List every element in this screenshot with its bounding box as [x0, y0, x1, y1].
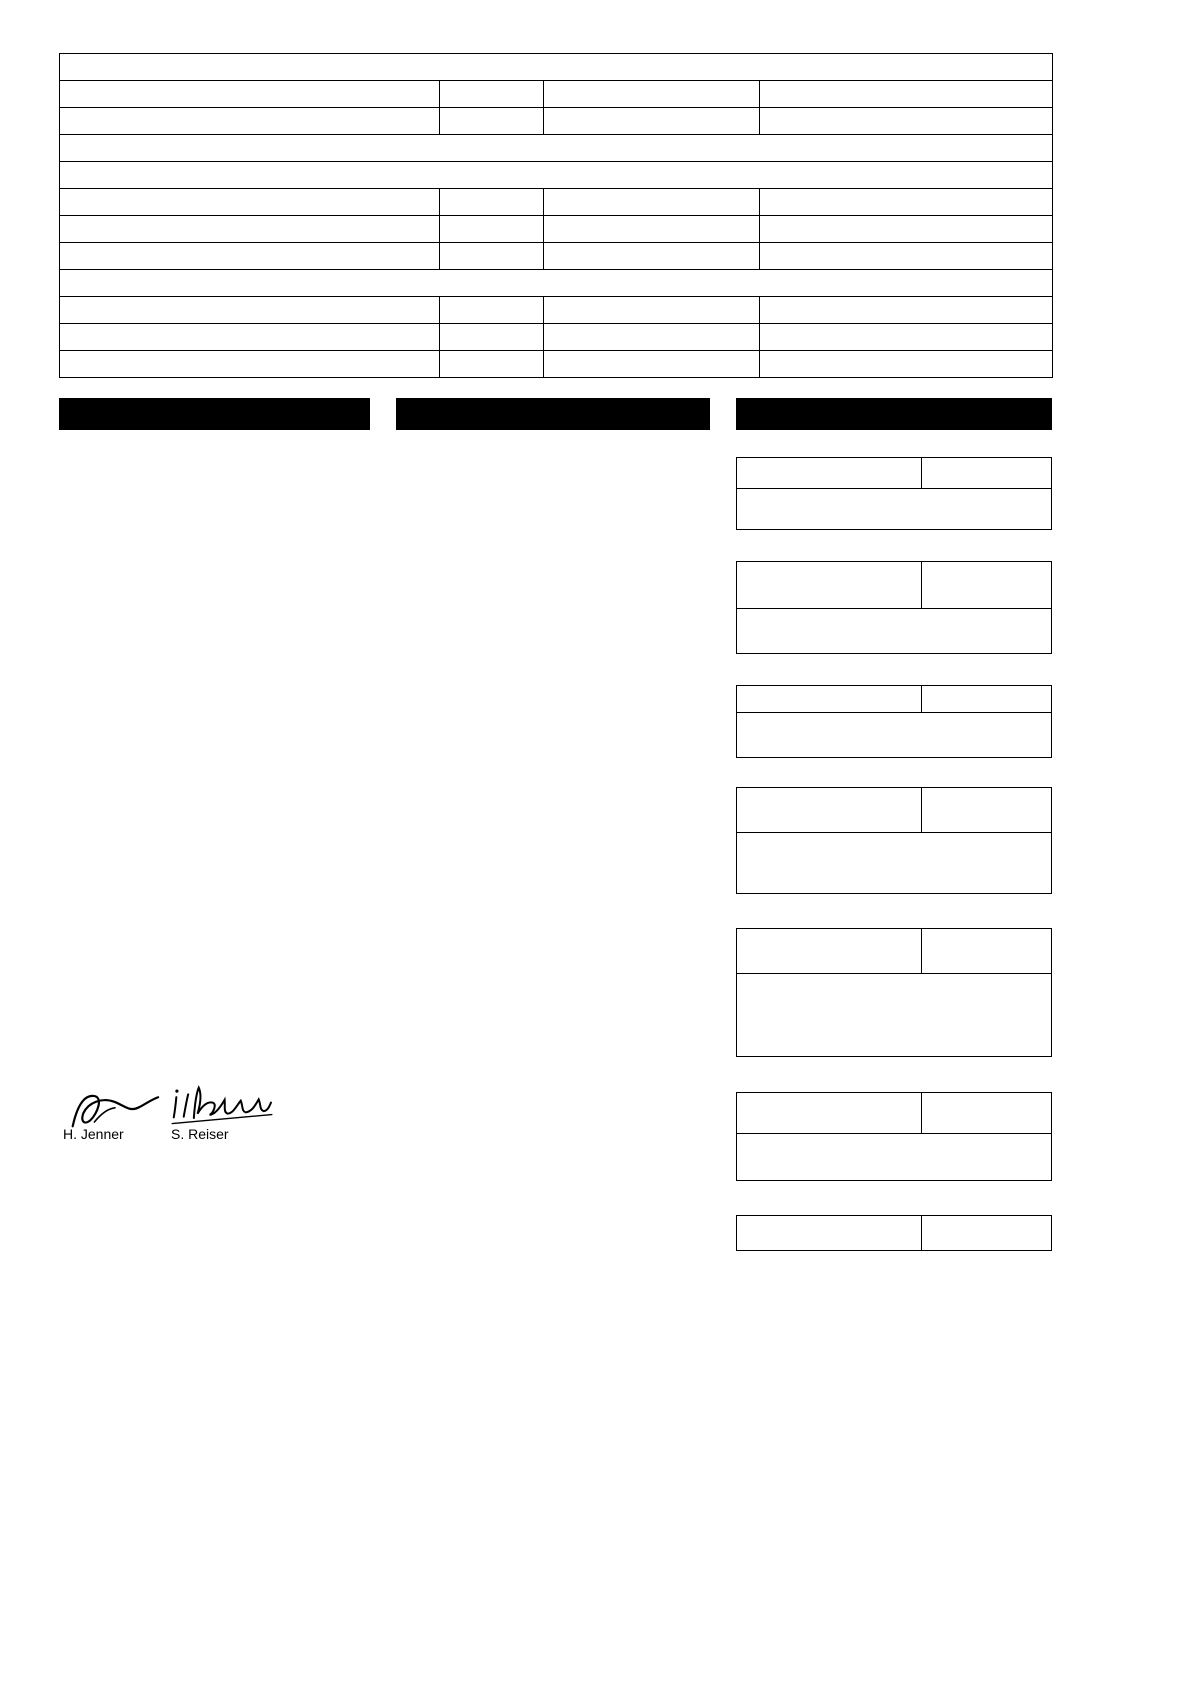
table-cell — [60, 189, 440, 216]
right-box-3 — [736, 685, 1052, 758]
signature-block — [59, 1090, 379, 1150]
table-cell — [60, 216, 440, 243]
section-header-right — [736, 398, 1052, 430]
table-cell — [440, 216, 544, 243]
right-box-6-body — [736, 1133, 1052, 1181]
table-row — [60, 135, 1053, 162]
right-box-3-body — [736, 712, 1052, 758]
specification-table-body — [60, 54, 1053, 378]
right-box-4-label — [737, 788, 922, 832]
table-cell — [440, 108, 544, 135]
section-header-left — [59, 398, 370, 430]
table-cell — [60, 135, 1053, 162]
table-cell — [60, 108, 440, 135]
table-cell — [544, 324, 760, 351]
right-box-4-value — [922, 788, 1051, 832]
right-box-6-header — [736, 1092, 1052, 1133]
table-row — [60, 324, 1053, 351]
right-box-5-label — [737, 929, 922, 973]
table-cell — [760, 216, 1053, 243]
right-box-3-header — [736, 685, 1052, 712]
table-row — [60, 351, 1053, 378]
table-row — [60, 243, 1053, 270]
right-box-3-label — [737, 686, 922, 712]
table-cell — [544, 216, 760, 243]
right-box-1-header — [736, 457, 1052, 488]
right-box-6 — [736, 1092, 1052, 1181]
table-cell — [544, 297, 760, 324]
right-box-6-label — [737, 1093, 922, 1133]
table-cell — [60, 297, 440, 324]
table-row — [60, 216, 1053, 243]
table-cell — [544, 243, 760, 270]
table-cell — [60, 243, 440, 270]
right-box-4 — [736, 787, 1052, 894]
right-box-1 — [736, 457, 1052, 530]
table-cell — [760, 108, 1053, 135]
right-box-2-label — [737, 562, 922, 608]
right-box-2-value — [922, 562, 1051, 608]
right-box-4-body — [736, 832, 1052, 894]
table-cell — [760, 189, 1053, 216]
right-box-7-value — [922, 1216, 1051, 1250]
table-row — [60, 189, 1053, 216]
table-cell — [760, 324, 1053, 351]
table-row — [60, 54, 1053, 81]
right-box-5 — [736, 928, 1052, 1057]
section-header-middle — [396, 398, 710, 430]
table-cell — [60, 270, 1053, 297]
table-cell — [544, 189, 760, 216]
table-cell — [60, 324, 440, 351]
table-cell — [440, 243, 544, 270]
table-cell — [440, 351, 544, 378]
right-box-2 — [736, 561, 1052, 654]
table-cell — [440, 324, 544, 351]
table-row — [60, 162, 1053, 189]
table-cell — [60, 54, 1053, 81]
right-box-2-body — [736, 608, 1052, 654]
right-box-4-header — [736, 787, 1052, 832]
table-cell — [760, 243, 1053, 270]
table-cell — [544, 108, 760, 135]
table-cell — [760, 351, 1053, 378]
right-box-7 — [736, 1215, 1052, 1251]
table-row — [60, 81, 1053, 108]
table-cell — [760, 297, 1053, 324]
table-cell — [440, 189, 544, 216]
right-box-5-header — [736, 928, 1052, 973]
right-box-7-header — [736, 1215, 1052, 1251]
table-cell — [60, 351, 440, 378]
right-box-1-value — [922, 458, 1051, 488]
table-cell — [440, 297, 544, 324]
table-row — [60, 270, 1053, 297]
right-box-5-value — [922, 929, 1051, 973]
right-box-6-value — [922, 1093, 1051, 1133]
right-box-7-label — [737, 1216, 922, 1250]
right-box-3-value — [922, 686, 1051, 712]
table-row — [60, 297, 1053, 324]
right-box-1-body — [736, 488, 1052, 530]
right-box-5-body — [736, 973, 1052, 1057]
table-cell — [544, 351, 760, 378]
table-cell — [60, 162, 1053, 189]
table-row — [60, 108, 1053, 135]
table-cell — [544, 81, 760, 108]
right-box-1-label — [737, 458, 922, 488]
signature-name-2: S. Reiser — [171, 1126, 229, 1142]
signature-name-1: H. Jenner — [63, 1126, 124, 1142]
specification-table — [59, 53, 1053, 378]
table-cell — [760, 81, 1053, 108]
table-cell — [60, 81, 440, 108]
table-cell — [440, 81, 544, 108]
right-box-2-header — [736, 561, 1052, 608]
